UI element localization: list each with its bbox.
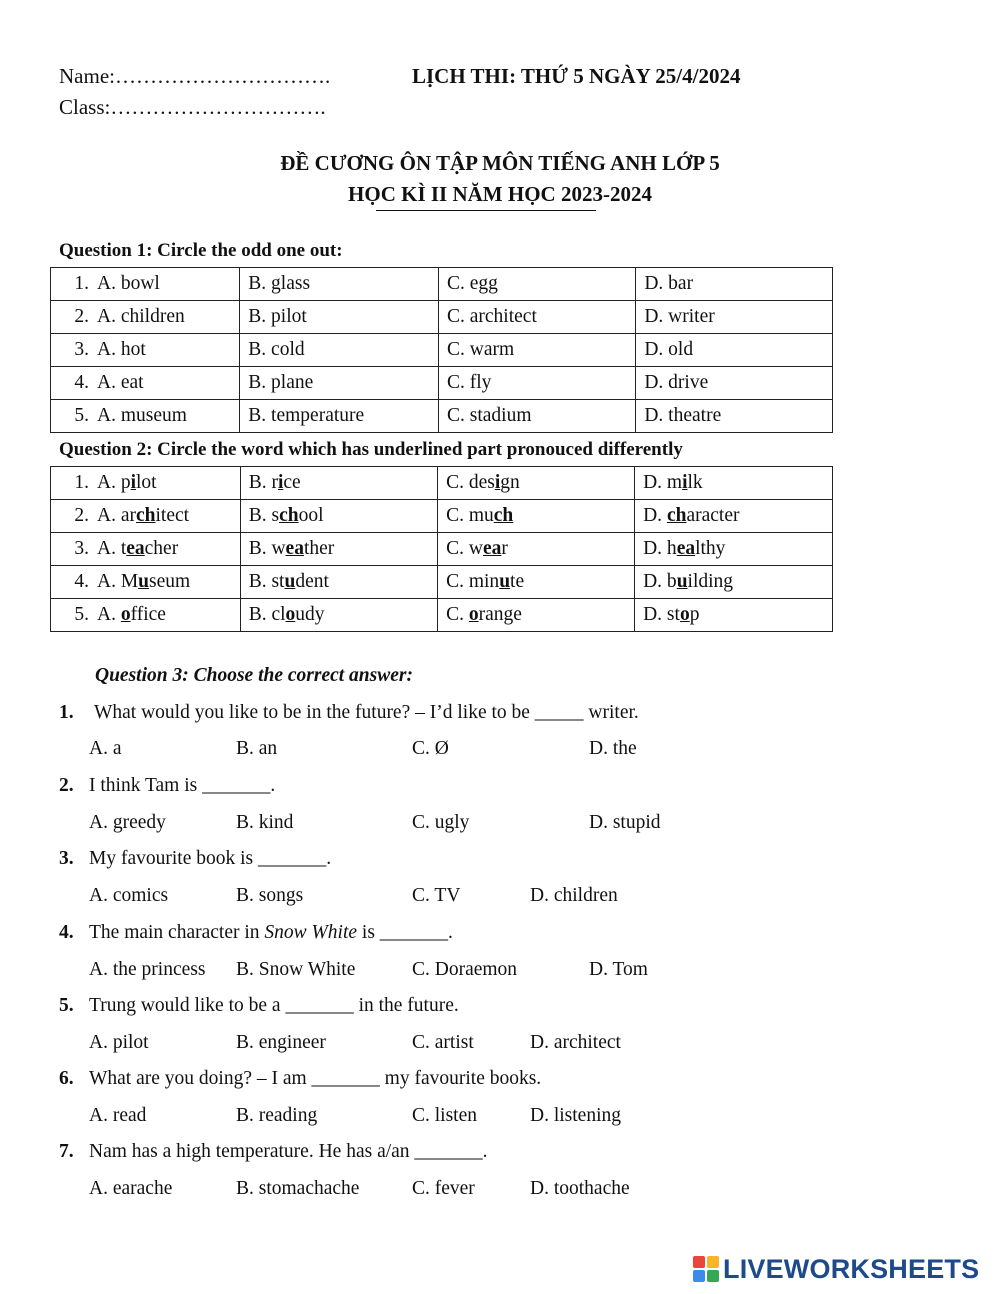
option-a[interactable]: A. bowl	[97, 273, 160, 294]
word-prefix: C. min	[446, 571, 500, 592]
table-row	[51, 268, 833, 301]
stem-text: The main character in	[89, 922, 265, 943]
option-c-cell	[439, 268, 636, 301]
option-b[interactable]: B. plane	[248, 372, 314, 393]
option-a-cell	[51, 268, 240, 301]
table-row	[51, 599, 833, 632]
option-a-cell	[51, 334, 240, 367]
stem-text: is _______.	[357, 922, 453, 943]
option-c[interactable]: C. architect	[447, 306, 537, 327]
table-row	[51, 500, 833, 533]
option-a-cell	[51, 533, 241, 566]
underlined-part: ea	[126, 538, 145, 559]
word-prefix: C. w	[446, 538, 483, 559]
option-b[interactable]	[249, 604, 325, 625]
answer-option-b[interactable]: B. an	[236, 738, 278, 759]
word-suffix: gn	[500, 472, 520, 493]
answer-option-c[interactable]: C. artist	[412, 1032, 474, 1053]
underlined-part: o	[120, 604, 131, 625]
row-number: 5.	[74, 604, 89, 625]
option-b-cell	[240, 268, 439, 301]
option-a[interactable]	[97, 472, 157, 493]
underlined-part: ch	[493, 505, 514, 526]
option-a-cell	[51, 367, 240, 400]
row-number: 3.	[74, 339, 89, 360]
underlined-part: ch	[279, 505, 299, 526]
answer-option-d[interactable]: D. Tom	[589, 959, 648, 980]
option-c-cell	[438, 533, 635, 566]
word-prefix: A. M	[97, 571, 139, 592]
option-b-cell	[240, 400, 439, 433]
answer-option-b[interactable]: B. kind	[236, 812, 294, 833]
option-b[interactable]	[249, 472, 301, 493]
underlined-part: u	[499, 571, 511, 592]
underlined-part: ea	[676, 538, 696, 559]
name-line: Name:………………………….	[59, 64, 331, 88]
option-a[interactable]	[97, 505, 189, 526]
option-c[interactable]	[446, 538, 508, 559]
word-suffix: ilding	[687, 571, 734, 592]
option-c[interactable]	[446, 571, 524, 592]
option-d-cell	[635, 599, 833, 632]
word-prefix: D.	[643, 505, 667, 526]
question2-table	[50, 466, 833, 632]
underlined-part: i	[277, 472, 284, 493]
option-b-cell	[240, 467, 437, 500]
word-prefix: B. r	[248, 472, 278, 493]
row-number: 1.	[74, 273, 89, 294]
option-a[interactable]	[97, 538, 178, 559]
option-d[interactable]	[643, 505, 739, 526]
option-c[interactable]	[446, 604, 522, 625]
underlined-part: u	[284, 571, 296, 592]
stem-italic-title: Snow White	[264, 922, 358, 943]
option-c-cell	[439, 367, 636, 400]
answer-option-a[interactable]: A. pilot	[89, 1032, 149, 1053]
option-c[interactable]	[446, 472, 520, 493]
liveworksheets-logo	[693, 1254, 979, 1284]
option-c[interactable]	[446, 505, 513, 526]
answer-option-c[interactable]: C. TV	[412, 885, 461, 906]
table-row	[51, 467, 833, 500]
option-b[interactable]	[249, 538, 335, 559]
answer-option-a[interactable]: A. a	[89, 738, 122, 759]
question-stem: Trung would like to be a _______ in the future.	[89, 995, 459, 1016]
title-line-1: ĐỀ CƯƠNG ÔN TẬP MÔN TIẾNG ANH LỚP 5	[280, 151, 720, 175]
option-d[interactable]	[643, 571, 733, 592]
question3-heading: Question 3: Choose the correct answer:	[95, 665, 413, 686]
answer-option-b[interactable]: B. reading	[236, 1105, 318, 1126]
question-number: 1.	[59, 702, 74, 723]
answer-option-d[interactable]: D. stupid	[589, 812, 661, 833]
option-d-cell	[636, 400, 833, 433]
word-suffix: p	[689, 604, 700, 625]
option-b-cell	[240, 367, 439, 400]
question-stem: What would you like to be in the future? – I’d like to be _____ writer.	[94, 702, 639, 723]
word-suffix: ce	[283, 472, 301, 493]
answer-option-a[interactable]: A. read	[89, 1105, 147, 1126]
answer-option-c[interactable]: C. Doraemon	[412, 959, 518, 980]
question-number: 3.	[59, 848, 74, 869]
option-c-cell	[438, 599, 635, 632]
option-c-cell	[438, 467, 635, 500]
row-number: 3.	[74, 538, 89, 559]
word-prefix: C.	[446, 604, 469, 625]
option-c[interactable]: C. egg	[447, 273, 498, 294]
word-suffix: r	[501, 538, 508, 559]
row-number: 4.	[74, 571, 89, 592]
row-number: 4.	[74, 372, 89, 393]
option-a-cell	[51, 301, 240, 334]
liveworksheets-logo-icon	[693, 1256, 719, 1282]
question-number: 7.	[59, 1141, 74, 1162]
underlined-part: o	[468, 604, 479, 625]
answer-option-c[interactable]: C. Ø	[412, 738, 449, 759]
underlined-part: ea	[482, 538, 502, 559]
underlined-part: i	[130, 472, 137, 493]
option-c-cell	[438, 500, 635, 533]
option-a-cell	[51, 467, 241, 500]
word-prefix: B. cl	[248, 604, 286, 625]
word-prefix: A. t	[97, 538, 127, 559]
option-d-cell	[636, 268, 833, 301]
answer-option-d[interactable]: D. toothache	[530, 1178, 630, 1199]
option-b[interactable]	[249, 571, 329, 592]
question-stem: I think Tam is _______.	[89, 775, 276, 796]
option-b-cell	[240, 334, 439, 367]
class-line: Class:………………………….	[59, 95, 326, 119]
underlined-part: o	[679, 604, 690, 625]
option-a[interactable]: A. children	[97, 306, 185, 327]
option-b[interactable]: B. temperature	[248, 405, 365, 426]
answer-option-c[interactable]: C. fever	[412, 1178, 475, 1199]
option-c-cell	[439, 301, 636, 334]
option-a[interactable]: A. hot	[97, 339, 146, 360]
option-b[interactable]: B. pilot	[248, 306, 307, 327]
option-b-cell	[240, 500, 437, 533]
underlined-part: o	[285, 604, 296, 625]
underlined-part: u	[138, 571, 150, 592]
option-a-cell	[51, 500, 241, 533]
underlined-part: i	[682, 472, 688, 493]
table-row	[51, 400, 833, 433]
option-d-cell	[635, 500, 833, 533]
question-number: 6.	[59, 1068, 74, 1089]
word-suffix: aracter	[686, 505, 740, 526]
option-c[interactable]: C. fly	[447, 372, 492, 393]
row-number: 1.	[74, 472, 89, 493]
option-c[interactable]: C. warm	[447, 339, 515, 360]
option-c-cell	[439, 400, 636, 433]
word-prefix: A. p	[97, 472, 131, 493]
table-row	[51, 367, 833, 400]
option-b[interactable]: B. cold	[248, 339, 305, 360]
table-row	[51, 533, 833, 566]
word-prefix: A. ar	[97, 505, 136, 526]
option-a[interactable]: A. museum	[97, 405, 187, 426]
question1-table	[50, 267, 833, 433]
word-prefix: C. mu	[446, 505, 494, 526]
table-row	[51, 566, 833, 599]
underlined-part: ch	[135, 505, 156, 526]
title-line-2: HỌC KÌ II NĂM HỌC 2023-2024	[348, 182, 652, 206]
option-b-cell	[240, 599, 437, 632]
underlined-part: ch	[666, 505, 687, 526]
option-a-cell	[51, 566, 241, 599]
answer-option-a[interactable]: A. comics	[89, 885, 169, 906]
option-a-cell	[51, 599, 241, 632]
word-prefix: D. b	[643, 571, 677, 592]
answer-option-a[interactable]: A. the princess	[89, 959, 206, 980]
title-underline	[376, 210, 596, 211]
answer-option-d[interactable]: D. architect	[530, 1032, 621, 1053]
answer-option-b[interactable]: B. songs	[236, 885, 304, 906]
option-d[interactable]	[643, 472, 703, 493]
word-prefix: D. h	[643, 538, 677, 559]
answer-option-c[interactable]: C. ugly	[412, 812, 470, 833]
row-number: 2.	[74, 306, 89, 327]
option-d-cell	[635, 467, 833, 500]
option-a-cell	[51, 400, 240, 433]
answer-option-b[interactable]: B. stomachache	[236, 1178, 360, 1199]
table-row	[51, 301, 833, 334]
underlined-part: i	[494, 472, 501, 493]
option-c[interactable]: C. stadium	[447, 405, 532, 426]
option-d-cell	[635, 566, 833, 599]
answer-option-c[interactable]: C. listen	[412, 1105, 478, 1126]
liveworksheets-logo-text: LIVEWORKSHEETS	[723, 1253, 980, 1284]
question-stem: My favourite book is _______.	[89, 848, 332, 869]
word-suffix: lthy	[695, 538, 726, 559]
word-prefix: D. m	[643, 472, 683, 493]
word-suffix: te	[510, 571, 525, 592]
option-c-cell	[438, 566, 635, 599]
option-d[interactable]: D. writer	[644, 306, 715, 327]
option-b-cell	[240, 301, 439, 334]
exam-schedule: LỊCH THI: THỨ 5 NGÀY 25/4/2024	[412, 64, 741, 88]
underlined-part: u	[676, 571, 688, 592]
answer-option-a[interactable]: A. greedy	[89, 812, 166, 833]
option-d-cell	[636, 301, 833, 334]
word-prefix: B. s	[248, 505, 280, 526]
question-stem: What are you doing? – I am _______ my favourite books.	[89, 1068, 542, 1089]
word-prefix: B. w	[248, 538, 286, 559]
option-d[interactable]: D. bar	[644, 273, 694, 294]
question2-heading: Question 2: Circle the word which has underlined part pronouced differently	[59, 439, 683, 460]
word-suffix: lk	[687, 472, 703, 493]
option-d-cell	[635, 533, 833, 566]
option-a[interactable]	[97, 604, 166, 625]
word-prefix: A.	[97, 604, 121, 625]
option-d[interactable]: D. theatre	[644, 405, 722, 426]
answer-option-d[interactable]: D. listening	[530, 1105, 621, 1126]
option-c-cell	[439, 334, 636, 367]
option-a[interactable]	[97, 571, 190, 592]
option-d[interactable]	[643, 604, 699, 625]
word-suffix: ool	[298, 505, 324, 526]
answer-option-d[interactable]: D. the	[589, 738, 637, 759]
word-suffix: lot	[136, 472, 157, 493]
answer-option-d[interactable]: D. children	[530, 885, 618, 906]
table-row	[51, 334, 833, 367]
option-a[interactable]: A. eat	[97, 372, 144, 393]
word-suffix: ffice	[130, 604, 166, 625]
option-b-cell	[240, 533, 437, 566]
word-suffix: itect	[155, 505, 190, 526]
word-prefix: C. des	[446, 472, 495, 493]
word-prefix: B. st	[248, 571, 285, 592]
row-number: 2.	[74, 505, 89, 526]
question1-heading: Question 1: Circle the odd one out:	[59, 240, 343, 261]
answer-option-b[interactable]: B. engineer	[236, 1032, 326, 1053]
question-number: 4.	[59, 922, 74, 943]
question-stem: Nam has a high temperature. He has a/an _______.	[89, 1141, 488, 1162]
question-number: 2.	[59, 775, 74, 796]
answer-option-a[interactable]: A. earache	[89, 1178, 173, 1199]
option-d-cell	[636, 334, 833, 367]
option-b[interactable]	[249, 505, 324, 526]
word-prefix: D. st	[643, 604, 680, 625]
word-suffix: udy	[295, 604, 325, 625]
word-suffix: range	[478, 604, 522, 625]
option-d[interactable]: D. drive	[644, 372, 709, 393]
answer-option-b[interactable]: B. Snow White	[236, 959, 356, 980]
row-number: 5.	[74, 405, 89, 426]
option-b[interactable]: B. glass	[248, 273, 311, 294]
question-stem	[89, 922, 453, 944]
underlined-part: ea	[285, 538, 304, 559]
option-d-cell	[636, 367, 833, 400]
option-b-cell	[240, 566, 437, 599]
option-d[interactable]: D. old	[644, 339, 694, 360]
word-suffix: cher	[144, 538, 179, 559]
question-number: 5.	[59, 995, 74, 1016]
word-suffix: seum	[149, 571, 191, 592]
option-d[interactable]	[643, 538, 725, 559]
word-suffix: dent	[295, 571, 329, 592]
word-suffix: ther	[303, 538, 335, 559]
